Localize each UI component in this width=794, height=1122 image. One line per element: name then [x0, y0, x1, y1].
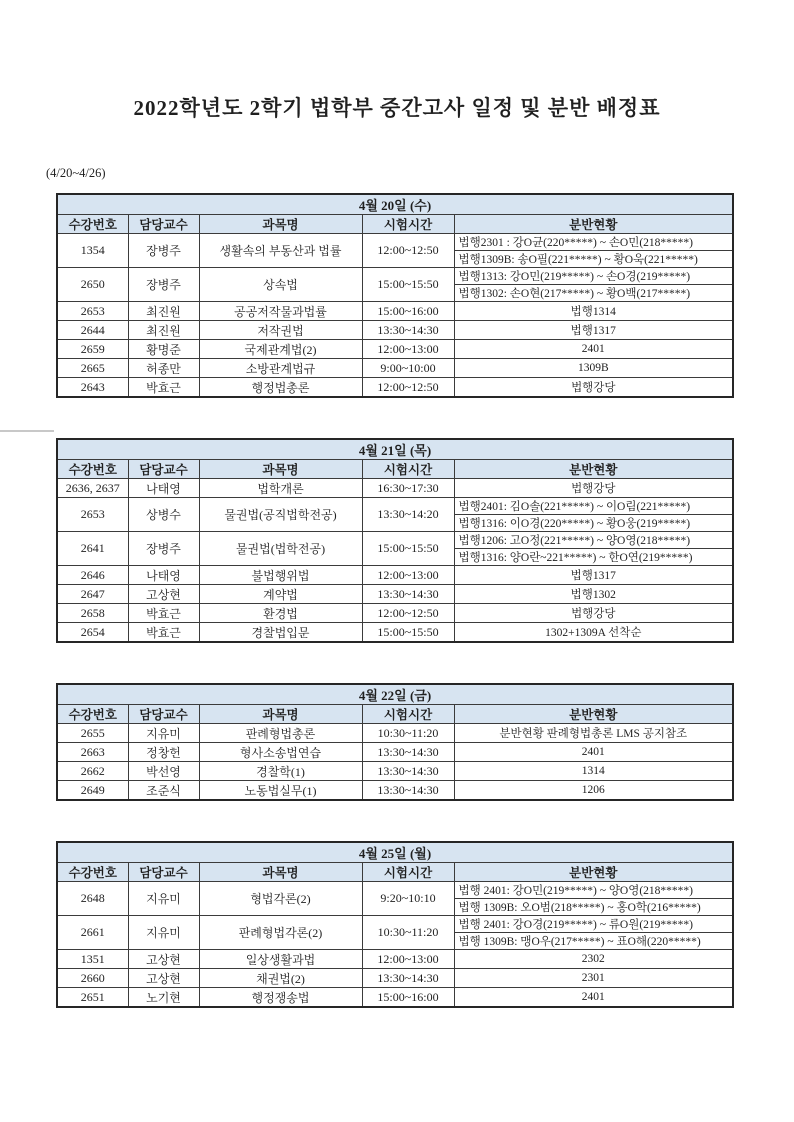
column-header-5: 분반현황 [454, 215, 733, 234]
prof-cell: 최진원 [128, 302, 199, 321]
code-cell: 2660 [57, 969, 128, 988]
subject-cell: 판례형법총론 [199, 724, 362, 743]
section-cell: 법행1302 [454, 585, 733, 604]
day-table-3 [56, 683, 734, 801]
subject-cell: 불법행위법 [199, 566, 362, 585]
prof-cell: 장병주 [128, 234, 199, 268]
column-header-1: 수강번호 [57, 460, 128, 479]
time-cell: 13:30~14:20 [362, 498, 454, 532]
section-cell: 1309B [454, 359, 733, 378]
code-cell: 2648 [57, 882, 128, 916]
table-row [57, 359, 733, 378]
section-cell: 1302+1309A 선착순 [454, 623, 733, 643]
table-row [57, 479, 733, 498]
table-row [57, 988, 733, 1008]
code-cell: 2636, 2637 [57, 479, 128, 498]
section-cell: 법행 1309B: 맹O우(217*****) ~ 표O해(220*****) [454, 933, 733, 950]
time-cell: 15:00~16:00 [362, 988, 454, 1008]
subject-cell: 저작권법 [199, 321, 362, 340]
column-header-5: 분반현황 [454, 705, 733, 724]
table-row [57, 234, 733, 251]
prof-cell: 박효근 [128, 378, 199, 398]
section-cell: 법행1302: 손O현(217*****) ~ 황O백(217*****) [454, 285, 733, 302]
column-header-3: 과목명 [199, 705, 362, 724]
column-header-4: 시험시간 [362, 705, 454, 724]
scan-artifact-line [0, 430, 54, 432]
code-cell: 2644 [57, 321, 128, 340]
time-cell: 15:00~15:50 [362, 532, 454, 566]
table-row [57, 378, 733, 398]
section-cell: 법행2401: 김O솔(221*****) ~ 이O림(221*****) [454, 498, 733, 515]
prof-cell: 고상현 [128, 585, 199, 604]
prof-cell: 박효근 [128, 604, 199, 623]
section-cell: 법행 2401: 강O경(219*****) ~ 류O원(219*****) [454, 916, 733, 933]
table-row [57, 762, 733, 781]
section-cell: 법행강당 [454, 479, 733, 498]
time-cell: 9:20~10:10 [362, 882, 454, 916]
subject-cell: 물권법(법학전공) [199, 532, 362, 566]
prof-cell: 고상현 [128, 950, 199, 969]
time-cell: 15:00~15:50 [362, 623, 454, 643]
section-cell: 법행1314 [454, 302, 733, 321]
day-table-4 [56, 841, 734, 1008]
prof-cell: 정창헌 [128, 743, 199, 762]
code-cell: 2655 [57, 724, 128, 743]
code-cell: 2649 [57, 781, 128, 801]
time-cell: 15:00~16:00 [362, 302, 454, 321]
code-cell: 1354 [57, 234, 128, 268]
time-cell: 12:00~12:50 [362, 234, 454, 268]
column-header-4: 시험시간 [362, 215, 454, 234]
section-cell: 법행1317 [454, 321, 733, 340]
subject-cell: 생활속의 부동산과 법률 [199, 234, 362, 268]
column-header-2: 담당교수 [128, 215, 199, 234]
code-cell: 2658 [57, 604, 128, 623]
prof-cell: 지유미 [128, 916, 199, 950]
prof-cell: 황명준 [128, 340, 199, 359]
table-row [57, 969, 733, 988]
prof-cell: 박효근 [128, 623, 199, 643]
time-cell: 9:00~10:00 [362, 359, 454, 378]
table-row [57, 498, 733, 515]
code-cell: 2646 [57, 566, 128, 585]
column-header-3: 과목명 [199, 215, 362, 234]
time-cell: 10:30~11:20 [362, 916, 454, 950]
subject-cell: 형사소송법연습 [199, 743, 362, 762]
code-cell: 2654 [57, 623, 128, 643]
section-cell: 1206 [454, 781, 733, 801]
column-header-1: 수강번호 [57, 863, 128, 882]
column-header-2: 담당교수 [128, 460, 199, 479]
subject-cell: 환경법 [199, 604, 362, 623]
subject-cell: 국제관계법(2) [199, 340, 362, 359]
section-cell: 법행1316: 이O경(220*****) ~ 황O웅(219*****) [454, 515, 733, 532]
table-row [57, 724, 733, 743]
table-row [57, 916, 733, 933]
time-cell: 12:00~12:50 [362, 378, 454, 398]
column-header-2: 담당교수 [128, 705, 199, 724]
time-cell: 15:00~15:50 [362, 268, 454, 302]
code-cell: 2641 [57, 532, 128, 566]
code-cell: 2650 [57, 268, 128, 302]
column-header-1: 수강번호 [57, 705, 128, 724]
section-cell: 법행1313: 강O민(219*****) ~ 손O경(219*****) [454, 268, 733, 285]
section-cell: 2302 [454, 950, 733, 969]
section-cell: 법행 1309B: 오O범(218*****) ~ 홍O학(216*****) [454, 899, 733, 916]
subject-cell: 노동법실무(1) [199, 781, 362, 801]
page-title: 2022학년도 2학기 법학부 중간고사 일정 및 분반 배정표 [133, 96, 661, 120]
code-cell: 2653 [57, 302, 128, 321]
subject-cell: 판례형법각론(2) [199, 916, 362, 950]
section-cell: 법행강당 [454, 378, 733, 398]
subject-cell: 채권법(2) [199, 969, 362, 988]
subject-cell: 경찰법입문 [199, 623, 362, 643]
table-row [57, 532, 733, 549]
prof-cell: 상병수 [128, 498, 199, 532]
date-range-label: (4/20~4/26) [46, 166, 106, 180]
prof-cell: 허종만 [128, 359, 199, 378]
table-row [57, 302, 733, 321]
column-header-3: 과목명 [199, 863, 362, 882]
time-cell: 13:30~14:30 [362, 762, 454, 781]
table-row [57, 882, 733, 899]
code-cell: 2643 [57, 378, 128, 398]
section-cell: 2401 [454, 743, 733, 762]
day-title: 4월 22일 (금) [57, 684, 733, 705]
code-cell: 2653 [57, 498, 128, 532]
code-cell: 2659 [57, 340, 128, 359]
table-row [57, 781, 733, 801]
column-header-4: 시험시간 [362, 863, 454, 882]
prof-cell: 장병주 [128, 268, 199, 302]
day-title: 4월 20일 (수) [57, 194, 733, 215]
section-cell: 법행2301 : 강O균(220*****) ~ 손O민(218*****) [454, 234, 733, 251]
subject-cell: 행정쟁송법 [199, 988, 362, 1008]
subject-cell: 형법각론(2) [199, 882, 362, 916]
schedule-tables [56, 193, 734, 1048]
column-header-4: 시험시간 [362, 460, 454, 479]
code-cell: 2663 [57, 743, 128, 762]
time-cell: 12:00~13:00 [362, 950, 454, 969]
section-cell: 1314 [454, 762, 733, 781]
table-row [57, 585, 733, 604]
subject-cell: 경찰학(1) [199, 762, 362, 781]
column-header-2: 담당교수 [128, 863, 199, 882]
prof-cell: 장병주 [128, 532, 199, 566]
column-header-1: 수강번호 [57, 215, 128, 234]
day-table-2 [56, 438, 734, 643]
prof-cell: 지유미 [128, 882, 199, 916]
prof-cell: 박선영 [128, 762, 199, 781]
section-cell: 법행강당 [454, 604, 733, 623]
subject-cell: 일상생활과법 [199, 950, 362, 969]
day-title: 4월 25일 (월) [57, 842, 733, 863]
section-cell: 분반현황 판례형법총론 LMS 공지참조 [454, 724, 733, 743]
table-row [57, 566, 733, 585]
time-cell: 10:30~11:20 [362, 724, 454, 743]
time-cell: 12:00~13:00 [362, 340, 454, 359]
time-cell: 12:00~12:50 [362, 604, 454, 623]
table-row [57, 321, 733, 340]
section-cell: 법행 2401: 강O민(219*****) ~ 양O영(218*****) [454, 882, 733, 899]
section-cell: 2401 [454, 340, 733, 359]
day-table-1 [56, 193, 734, 398]
column-header-5: 분반현황 [454, 460, 733, 479]
subject-cell: 소방관계법규 [199, 359, 362, 378]
code-cell: 1351 [57, 950, 128, 969]
section-cell: 법행1206: 고O정(221*****) ~ 양O영(218*****) [454, 532, 733, 549]
day-title: 4월 21일 (목) [57, 439, 733, 460]
time-cell: 13:30~14:30 [362, 969, 454, 988]
column-header-5: 분반현황 [454, 863, 733, 882]
time-cell: 13:30~14:30 [362, 743, 454, 762]
subject-cell: 물권법(공직법학전공) [199, 498, 362, 532]
prof-cell: 최진원 [128, 321, 199, 340]
subject-cell: 법학개론 [199, 479, 362, 498]
prof-cell: 조준식 [128, 781, 199, 801]
column-header-3: 과목명 [199, 460, 362, 479]
prof-cell: 노기현 [128, 988, 199, 1008]
section-cell: 법행1317 [454, 566, 733, 585]
section-cell: 2301 [454, 969, 733, 988]
table-row [57, 340, 733, 359]
subject-cell: 행정법총론 [199, 378, 362, 398]
prof-cell: 나태영 [128, 479, 199, 498]
code-cell: 2662 [57, 762, 128, 781]
time-cell: 16:30~17:30 [362, 479, 454, 498]
code-cell: 2651 [57, 988, 128, 1008]
subject-cell: 계약법 [199, 585, 362, 604]
time-cell: 13:30~14:30 [362, 781, 454, 801]
section-cell: 법행1309B: 송O필(221*****) ~ 황O욱(221*****) [454, 251, 733, 268]
subject-cell: 공공저작물과법률 [199, 302, 362, 321]
time-cell: 13:30~14:30 [362, 585, 454, 604]
table-row [57, 604, 733, 623]
time-cell: 12:00~13:00 [362, 566, 454, 585]
time-cell: 13:30~14:30 [362, 321, 454, 340]
subject-cell: 상속법 [199, 268, 362, 302]
prof-cell: 고상현 [128, 969, 199, 988]
table-row [57, 743, 733, 762]
code-cell: 2647 [57, 585, 128, 604]
code-cell: 2661 [57, 916, 128, 950]
table-row [57, 268, 733, 285]
section-cell: 2401 [454, 988, 733, 1008]
code-cell: 2665 [57, 359, 128, 378]
prof-cell: 나태영 [128, 566, 199, 585]
table-row [57, 950, 733, 969]
table-row [57, 623, 733, 643]
section-cell: 법행1316: 양O란~221*****) ~ 한O연(219*****) [454, 549, 733, 566]
prof-cell: 지유미 [128, 724, 199, 743]
